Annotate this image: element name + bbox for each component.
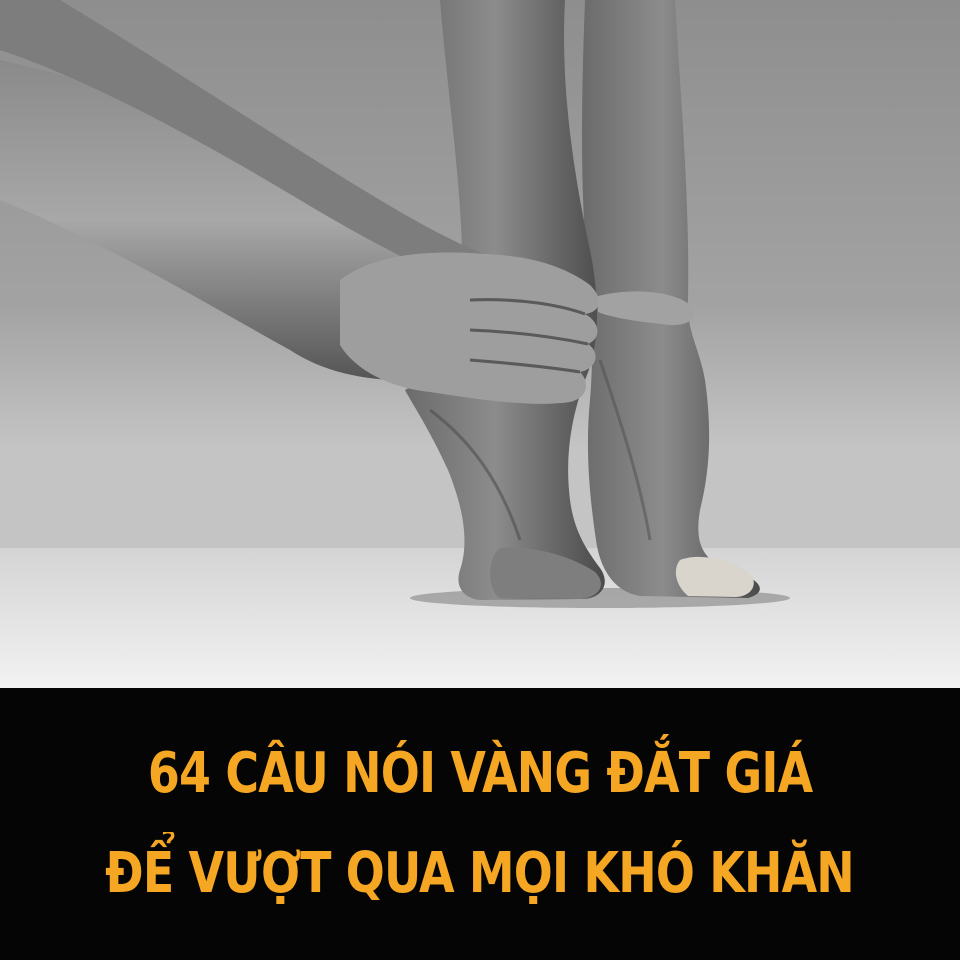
caption-line-2: ĐỂ VƯỢT QUA MỌI KHÓ KHĂN bbox=[105, 841, 855, 906]
caption-line-1: 64 CÂU NÓI VÀNG ĐẮT GIÁ bbox=[147, 741, 813, 806]
caption-banner bbox=[0, 688, 960, 960]
